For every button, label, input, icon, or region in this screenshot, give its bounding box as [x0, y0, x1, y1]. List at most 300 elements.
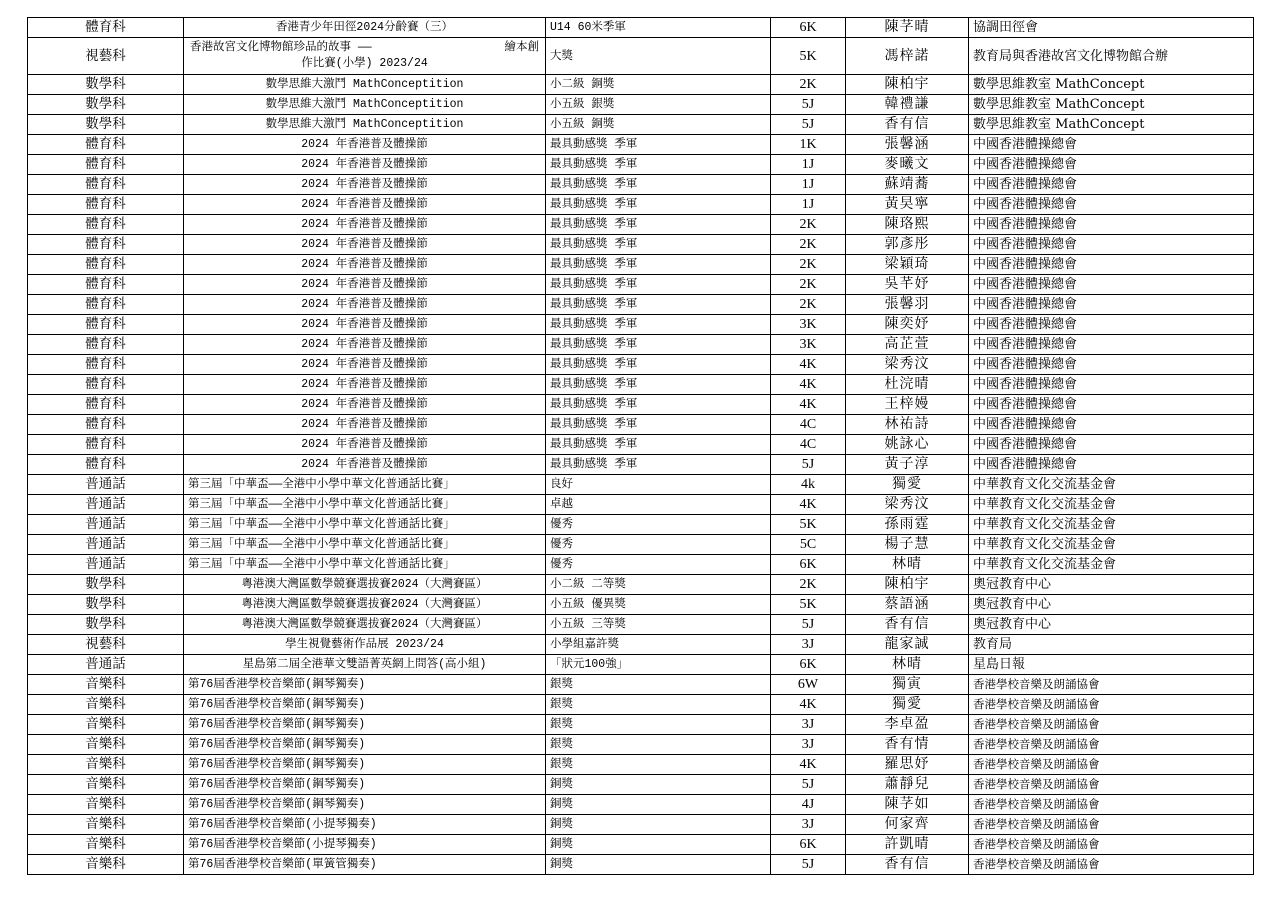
award-cell: 銀獎: [546, 695, 771, 715]
student-name-cell: 陳柏宇: [846, 75, 969, 95]
competition-cell: 第76屆香港學校音樂節(鋼琴獨奏): [184, 795, 546, 815]
organizer-cell: 中國香港體操總會: [969, 135, 1254, 155]
class-cell: 5C: [771, 535, 846, 555]
competition-cell: 第76屆香港學校音樂節(鋼琴獨奏): [184, 775, 546, 795]
competition-cell: 第三屆「中華盃——全港中小學中華文化普通話比賽」: [184, 515, 546, 535]
award-cell: 小學組嘉許獎: [546, 635, 771, 655]
competition-cell: [184, 38, 546, 75]
class-cell: 4K: [771, 495, 846, 515]
organizer-cell: 香港學校音樂及朗誦協會: [969, 835, 1254, 855]
organizer-cell: 中國香港體操總會: [969, 335, 1254, 355]
organizer-cell: 中國香港體操總會: [969, 355, 1254, 375]
table-row: [28, 615, 1254, 635]
table-row: [28, 235, 1254, 255]
awards-table-body: [28, 18, 1254, 875]
organizer-cell: 中國香港體操總會: [969, 455, 1254, 475]
table-row: [28, 735, 1254, 755]
class-cell: 3K: [771, 335, 846, 355]
competition-cell: 2024 年香港普及體操節: [184, 275, 546, 295]
class-cell: 2K: [771, 575, 846, 595]
competition-cell: 2024 年香港普及體操節: [184, 395, 546, 415]
class-cell: 4K: [771, 375, 846, 395]
subject-cell: 體育科: [28, 155, 184, 175]
organizer-cell: 中國香港體操總會: [969, 395, 1254, 415]
student-name-cell: 高芷萱: [846, 335, 969, 355]
student-name-cell: 陳芓如: [846, 795, 969, 815]
subject-cell: 音樂科: [28, 695, 184, 715]
subject-cell: 音樂科: [28, 815, 184, 835]
award-cell: 銀獎: [546, 675, 771, 695]
organizer-cell: 香港學校音樂及朗誦協會: [969, 675, 1254, 695]
student-name-cell: 孫雨霆: [846, 515, 969, 535]
class-cell: 1J: [771, 195, 846, 215]
table-row: [28, 355, 1254, 375]
organizer-cell: 中國香港體操總會: [969, 175, 1254, 195]
class-cell: 2K: [771, 215, 846, 235]
student-name-cell: 姚詠心: [846, 435, 969, 455]
student-name-cell: 龍家誠: [846, 635, 969, 655]
student-name-cell: 杜浣晴: [846, 375, 969, 395]
table-row: [28, 815, 1254, 835]
organizer-cell: 中國香港體操總會: [969, 215, 1254, 235]
organizer-cell: 中華教育文化交流基金會: [969, 515, 1254, 535]
table-row: [28, 155, 1254, 175]
subject-cell: 普通話: [28, 655, 184, 675]
table-row: [28, 435, 1254, 455]
competition-cell: 2024 年香港普及體操節: [184, 375, 546, 395]
class-cell: 2K: [771, 75, 846, 95]
organizer-cell: 香港學校音樂及朗誦協會: [969, 735, 1254, 755]
student-name-cell: 梁穎琦: [846, 255, 969, 275]
class-cell: 5K: [771, 38, 846, 75]
organizer-cell: 中國香港體操總會: [969, 275, 1254, 295]
table-row: [28, 575, 1254, 595]
organizer-cell: 中國香港體操總會: [969, 155, 1254, 175]
table-row: [28, 115, 1254, 135]
award-cell: 銅獎: [546, 815, 771, 835]
organizer-cell: 中國香港體操總會: [969, 435, 1254, 455]
subject-cell: 數學科: [28, 595, 184, 615]
class-cell: 1K: [771, 135, 846, 155]
class-cell: 5J: [771, 855, 846, 875]
organizer-cell: 香港學校音樂及朗誦協會: [969, 715, 1254, 735]
subject-cell: 體育科: [28, 295, 184, 315]
class-cell: 4K: [771, 695, 846, 715]
table-row: [28, 495, 1254, 515]
student-name-cell: 許凱晴: [846, 835, 969, 855]
organizer-cell: 香港學校音樂及朗誦協會: [969, 795, 1254, 815]
subject-cell: 視藝科: [28, 38, 184, 75]
student-name-cell: 香有信: [846, 615, 969, 635]
award-cell: 最具動感獎 季軍: [546, 275, 771, 295]
award-cell: 銅獎: [546, 855, 771, 875]
organizer-cell: 中國香港體操總會: [969, 295, 1254, 315]
student-name-cell: 韓禮謙: [846, 95, 969, 115]
organizer-cell: 中國香港體操總會: [969, 415, 1254, 435]
student-name-cell: 林晴: [846, 655, 969, 675]
organizer-cell: 中華教育文化交流基金會: [969, 555, 1254, 575]
class-cell: 2K: [771, 295, 846, 315]
table-row: [28, 515, 1254, 535]
competition-cell: 粵港澳大灣區數學競賽選拔賽2024（大灣賽區）: [184, 595, 546, 615]
class-cell: 6K: [771, 555, 846, 575]
class-cell: 1J: [771, 175, 846, 195]
student-name-cell: 黃子淳: [846, 455, 969, 475]
table-row: [28, 635, 1254, 655]
subject-cell: 普通話: [28, 555, 184, 575]
competition-cell: 第76屆香港學校音樂節(鋼琴獨奏): [184, 695, 546, 715]
subject-cell: 體育科: [28, 18, 184, 38]
class-cell: 4K: [771, 355, 846, 375]
student-name-cell: 張馨涵: [846, 135, 969, 155]
organizer-cell: 香港學校音樂及朗誦協會: [969, 815, 1254, 835]
award-cell: 最具動感獎 季軍: [546, 395, 771, 415]
subject-cell: 普通話: [28, 515, 184, 535]
subject-cell: 普通話: [28, 535, 184, 555]
class-cell: 4J: [771, 795, 846, 815]
competition-cell: 第76屆香港學校音樂節(小提琴獨奏): [184, 815, 546, 835]
subject-cell: 體育科: [28, 435, 184, 455]
award-cell: 銅獎: [546, 795, 771, 815]
class-cell: 2K: [771, 275, 846, 295]
award-cell: 最具動感獎 季軍: [546, 375, 771, 395]
award-cell: 最具動感獎 季軍: [546, 455, 771, 475]
organizer-cell: 數學思維教室 MathConcept: [969, 115, 1254, 135]
competition-text: 繪本創: [504, 41, 539, 54]
award-cell: 小五級 銀獎: [546, 95, 771, 115]
subject-cell: 音樂科: [28, 735, 184, 755]
organizer-cell: 數學思維教室 MathConcept: [969, 95, 1254, 115]
award-cell: 銀獎: [546, 755, 771, 775]
table-row: [28, 555, 1254, 575]
organizer-cell: 中國香港體操總會: [969, 375, 1254, 395]
competition-cell: 2024 年香港普及體操節: [184, 315, 546, 335]
award-cell: 最具動感獎 季軍: [546, 295, 771, 315]
subject-cell: 音樂科: [28, 775, 184, 795]
student-name-cell: 獨寅: [846, 675, 969, 695]
award-cell: 優秀: [546, 555, 771, 575]
award-cell: 最具動感獎 季軍: [546, 155, 771, 175]
table-row: [28, 855, 1254, 875]
table-row: [28, 215, 1254, 235]
class-cell: 5J: [771, 455, 846, 475]
subject-cell: 普通話: [28, 475, 184, 495]
subject-cell: 體育科: [28, 135, 184, 155]
subject-cell: 體育科: [28, 275, 184, 295]
student-name-cell: 郭彥彤: [846, 235, 969, 255]
subject-cell: 體育科: [28, 455, 184, 475]
competition-cell: 2024 年香港普及體操節: [184, 175, 546, 195]
organizer-cell: 教育局: [969, 635, 1254, 655]
table-row: [28, 655, 1254, 675]
award-cell: 最具動感獎 季軍: [546, 315, 771, 335]
competition-cell: 粵港澳大灣區數學競賽選拔賽2024（大灣賽區）: [184, 575, 546, 595]
award-cell: 小五級 優異獎: [546, 595, 771, 615]
competition-text: 作比賽(小學) 2023/24: [301, 57, 428, 70]
student-name-cell: 香有信: [846, 115, 969, 135]
table-row: [28, 255, 1254, 275]
competition-cell: 2024 年香港普及體操節: [184, 195, 546, 215]
subject-cell: 數學科: [28, 575, 184, 595]
subject-cell: 數學科: [28, 75, 184, 95]
competition-cell: 第76屆香港學校音樂節(鋼琴獨奏): [184, 715, 546, 735]
organizer-cell: 香港學校音樂及朗誦協會: [969, 775, 1254, 795]
table-row: [28, 275, 1254, 295]
class-cell: 4C: [771, 435, 846, 455]
class-cell: 6W: [771, 675, 846, 695]
competition-cell: 2024 年香港普及體操節: [184, 335, 546, 355]
competition-cell: 2024 年香港普及體操節: [184, 215, 546, 235]
table-row: [28, 335, 1254, 355]
student-name-cell: 林祐詩: [846, 415, 969, 435]
competition-cell: 數學思維大激鬥 MathConceptition: [184, 115, 546, 135]
class-cell: 3K: [771, 315, 846, 335]
award-cell: 最具動感獎 季軍: [546, 235, 771, 255]
table-row: [28, 795, 1254, 815]
competition-cell: 2024 年香港普及體操節: [184, 255, 546, 275]
organizer-cell: 教育局與香港故宮文化博物館合辦: [969, 38, 1254, 75]
student-name-cell: 香有信: [846, 855, 969, 875]
organizer-cell: 中華教育文化交流基金會: [969, 475, 1254, 495]
competition-cell: 第76屆香港學校音樂節(單簧管獨奏): [184, 855, 546, 875]
award-cell: U14 60米季軍: [546, 18, 771, 38]
subject-cell: 體育科: [28, 395, 184, 415]
subject-cell: 普通話: [28, 495, 184, 515]
subject-cell: 音樂科: [28, 715, 184, 735]
class-cell: 4K: [771, 395, 846, 415]
class-cell: 6K: [771, 835, 846, 855]
competition-text: 香港故宮文化博物館珍品的故事 ——: [190, 41, 372, 54]
student-name-cell: 蔡語涵: [846, 595, 969, 615]
subject-cell: 體育科: [28, 335, 184, 355]
student-name-cell: 麥曦文: [846, 155, 969, 175]
student-name-cell: 楊子慧: [846, 535, 969, 555]
organizer-cell: 中國香港體操總會: [969, 255, 1254, 275]
competition-cell: 2024 年香港普及體操節: [184, 455, 546, 475]
student-name-cell: 陳柏宇: [846, 575, 969, 595]
document-page: [27, 17, 1253, 875]
class-cell: 4k: [771, 475, 846, 495]
award-cell: 最具動感獎 季軍: [546, 335, 771, 355]
student-name-cell: 羅思妤: [846, 755, 969, 775]
award-cell: 大獎: [546, 38, 771, 75]
subject-cell: 體育科: [28, 375, 184, 395]
class-cell: 5J: [771, 615, 846, 635]
competition-cell: 星島第二屆全港華文雙語菁英網上問答(高小組): [184, 655, 546, 675]
organizer-cell: 協調田徑會: [969, 18, 1254, 38]
competition-cell: 2024 年香港普及體操節: [184, 235, 546, 255]
award-cell: 最具動感獎 季軍: [546, 175, 771, 195]
organizer-cell: 星島日報: [969, 655, 1254, 675]
student-name-cell: 蘇靖蕎: [846, 175, 969, 195]
subject-cell: 音樂科: [28, 795, 184, 815]
table-row: [28, 315, 1254, 335]
class-cell: 2K: [771, 255, 846, 275]
table-row: [28, 195, 1254, 215]
award-cell: 小五級 銅獎: [546, 115, 771, 135]
student-name-cell: 王梓嫚: [846, 395, 969, 415]
student-name-cell: 吳芊妤: [846, 275, 969, 295]
award-cell: 小五級 三等獎: [546, 615, 771, 635]
organizer-cell: 中華教育文化交流基金會: [969, 535, 1254, 555]
class-cell: 5J: [771, 115, 846, 135]
subject-cell: 體育科: [28, 175, 184, 195]
table-row: [28, 175, 1254, 195]
table-row: [28, 595, 1254, 615]
subject-cell: 音樂科: [28, 855, 184, 875]
award-cell: 最具動感獎 季軍: [546, 195, 771, 215]
student-name-cell: 李卓盈: [846, 715, 969, 735]
award-cell: 最具動感獎 季軍: [546, 255, 771, 275]
subject-cell: 體育科: [28, 355, 184, 375]
table-row: [28, 295, 1254, 315]
organizer-cell: 香港學校音樂及朗誦協會: [969, 755, 1254, 775]
organizer-cell: 中華教育文化交流基金會: [969, 495, 1254, 515]
competition-cell: 第三屆「中華盃——全港中小學中華文化普通話比賽」: [184, 475, 546, 495]
subject-cell: 數學科: [28, 115, 184, 135]
subject-cell: 數學科: [28, 95, 184, 115]
subject-cell: 體育科: [28, 415, 184, 435]
class-cell: 3J: [771, 715, 846, 735]
table-row: [28, 415, 1254, 435]
table-row: [28, 95, 1254, 115]
class-cell: 5J: [771, 775, 846, 795]
award-cell: 小二級 二等獎: [546, 575, 771, 595]
award-cell: 最具動感獎 季軍: [546, 355, 771, 375]
class-cell: 6K: [771, 18, 846, 38]
subject-cell: 體育科: [28, 235, 184, 255]
table-row: [28, 475, 1254, 495]
organizer-cell: 香港學校音樂及朗誦協會: [969, 695, 1254, 715]
student-name-cell: 陳奕妤: [846, 315, 969, 335]
award-cell: 銅獎: [546, 775, 771, 795]
competition-cell: 香港青少年田徑2024分齡賽（三）: [184, 18, 546, 38]
table-row: [28, 755, 1254, 775]
competition-cell: 學生視覺藝術作品展 2023/24: [184, 635, 546, 655]
organizer-cell: 奧冠教育中心: [969, 595, 1254, 615]
competition-cell: 第三屆「中華盃——全港中小學中華文化普通話比賽」: [184, 535, 546, 555]
student-name-cell: 香有情: [846, 735, 969, 755]
table-row: [28, 395, 1254, 415]
table-row: [28, 775, 1254, 795]
table-row: [28, 38, 1254, 75]
organizer-cell: 中國香港體操總會: [969, 235, 1254, 255]
table-row: [28, 135, 1254, 155]
competition-cell: 2024 年香港普及體操節: [184, 355, 546, 375]
table-row: [28, 675, 1254, 695]
student-name-cell: 馮梓諾: [846, 38, 969, 75]
subject-cell: 音樂科: [28, 675, 184, 695]
class-cell: 5K: [771, 595, 846, 615]
competition-cell: 粵港澳大灣區數學競賽選拔賽2024（大灣賽區）: [184, 615, 546, 635]
table-row: [28, 835, 1254, 855]
competition-cell: 2024 年香港普及體操節: [184, 435, 546, 455]
subject-cell: 體育科: [28, 215, 184, 235]
competition-cell: 2024 年香港普及體操節: [184, 135, 546, 155]
competition-cell: 數學思維大激鬥 MathConceptition: [184, 75, 546, 95]
award-cell: 最具動感獎 季軍: [546, 415, 771, 435]
student-name-cell: 梁秀汶: [846, 495, 969, 515]
award-cell: 卓越: [546, 495, 771, 515]
class-cell: 6K: [771, 655, 846, 675]
subject-cell: 音樂科: [28, 835, 184, 855]
competition-cell: 2024 年香港普及體操節: [184, 295, 546, 315]
subject-cell: 數學科: [28, 615, 184, 635]
competition-line: [190, 40, 539, 56]
table-row: [28, 455, 1254, 475]
award-cell: 銅獎: [546, 835, 771, 855]
competition-cell: 數學思維大激鬥 MathConceptition: [184, 95, 546, 115]
table-row: [28, 18, 1254, 38]
organizer-cell: 中國香港體操總會: [969, 195, 1254, 215]
award-cell: 良好: [546, 475, 771, 495]
table-row: [28, 695, 1254, 715]
student-name-cell: 張馨羽: [846, 295, 969, 315]
class-cell: 3J: [771, 635, 846, 655]
student-name-cell: 何家齊: [846, 815, 969, 835]
table-row: [28, 375, 1254, 395]
subject-cell: 體育科: [28, 255, 184, 275]
competition-cell: 2024 年香港普及體操節: [184, 415, 546, 435]
award-cell: 最具動感獎 季軍: [546, 435, 771, 455]
table-row: [28, 75, 1254, 95]
organizer-cell: 中國香港體操總會: [969, 315, 1254, 335]
class-cell: 3J: [771, 735, 846, 755]
award-cell: 最具動感獎 季軍: [546, 135, 771, 155]
subject-cell: 體育科: [28, 195, 184, 215]
competition-cell: 第76屆香港學校音樂節(小提琴獨奏): [184, 835, 546, 855]
class-cell: 5K: [771, 515, 846, 535]
class-cell: 5J: [771, 95, 846, 115]
competition-cell: 第三屆「中華盃——全港中小學中華文化普通話比賽」: [184, 495, 546, 515]
organizer-cell: 數學思維教室 MathConcept: [969, 75, 1254, 95]
award-cell: 優秀: [546, 535, 771, 555]
organizer-cell: 香港學校音樂及朗誦協會: [969, 855, 1254, 875]
student-name-cell: 獨愛: [846, 695, 969, 715]
class-cell: 2K: [771, 235, 846, 255]
student-name-cell: 陳珞熙: [846, 215, 969, 235]
student-name-cell: 陳芓晴: [846, 18, 969, 38]
competition-cell: 第三屆「中華盃——全港中小學中華文化普通話比賽」: [184, 555, 546, 575]
subject-cell: 體育科: [28, 315, 184, 335]
table-row: [28, 535, 1254, 555]
award-cell: 銀獎: [546, 735, 771, 755]
awards-table: [27, 17, 1254, 875]
class-cell: 3J: [771, 815, 846, 835]
award-cell: 「狀元100強」: [546, 655, 771, 675]
organizer-cell: 奧冠教育中心: [969, 575, 1254, 595]
organizer-cell: 奧冠教育中心: [969, 615, 1254, 635]
table-row: [28, 715, 1254, 735]
student-name-cell: 黃旲寧: [846, 195, 969, 215]
award-cell: 銀獎: [546, 715, 771, 735]
class-cell: 4K: [771, 755, 846, 775]
student-name-cell: 蕭靜兒: [846, 775, 969, 795]
student-name-cell: 梁秀汶: [846, 355, 969, 375]
competition-cell: 第76屆香港學校音樂節(鋼琴獨奏): [184, 735, 546, 755]
subject-cell: 視藝科: [28, 635, 184, 655]
competition-cell: 2024 年香港普及體操節: [184, 155, 546, 175]
award-cell: 最具動感獎 季軍: [546, 215, 771, 235]
award-cell: 優秀: [546, 515, 771, 535]
award-cell: 小二級 銅獎: [546, 75, 771, 95]
class-cell: 4C: [771, 415, 846, 435]
class-cell: 1J: [771, 155, 846, 175]
student-name-cell: 獨愛: [846, 475, 969, 495]
subject-cell: 音樂科: [28, 755, 184, 775]
competition-cell: 第76屆香港學校音樂節(鋼琴獨奏): [184, 675, 546, 695]
student-name-cell: 林晴: [846, 555, 969, 575]
